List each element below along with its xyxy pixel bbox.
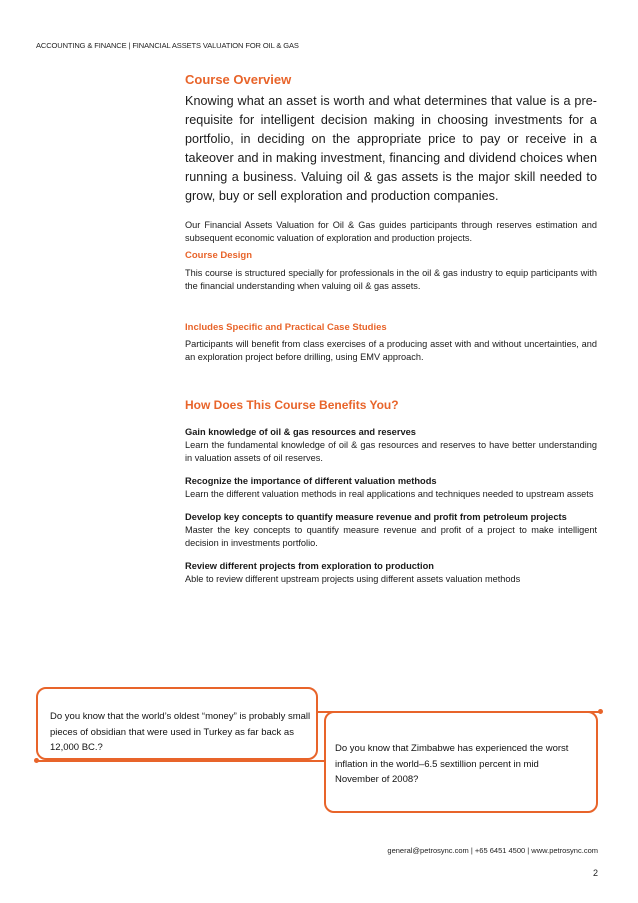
course-design-section (185, 250, 597, 293)
course-overview-section (185, 72, 597, 245)
benefit-body: Master the key concepts to quantify measure revenue and profit of a project to make intelligent decision in investments portfolio. (185, 525, 597, 548)
benefit-body: Learn the different valuation methods in real applications and techniques needed to upstream assets (185, 489, 594, 499)
running-header: ACCOUNTING & FINANCE | FINANCIAL ASSETS VALUATION FOR OIL & GAS (36, 41, 299, 50)
benefit-title: Develop key concepts to quantify measure revenue and profit from petroleum projects (185, 512, 567, 522)
connector-dot (34, 758, 39, 763)
overview-lead: Knowing what an asset is worth and what determines that value is a pre-requisite for intelligent decision making in choosing investments for a portfolio, in deciding on the appropriate price to pay or receive in a takeover and in making investment, financing and dividend choices when running a business. Valuing oil & gas assets is the major skill needed to grow, buy or sell exploration and production companies. (185, 94, 597, 203)
benefits-section (185, 398, 597, 586)
benefit-item (185, 560, 597, 586)
case-studies-heading: Includes Specific and Practical Case Studies (185, 322, 387, 333)
course-overview-heading: Course Overview (185, 72, 292, 87)
connector-dot (598, 709, 603, 714)
fact-left-text: Do you know that the world’s oldest “money” is probably small pieces of obsidian that were used in Turkey as far back as 12,000 BC.? (50, 711, 311, 753)
benefit-body: Learn the fundamental knowledge of oil & gas resources and reserves to have better understanding in valuation assets of oil reserves. (185, 440, 597, 463)
fact-right-text: Do you know that Zimbabwe has experienced the worst inflation in the world–6.5 sextillion percent in mid November of 2008? (335, 743, 569, 785)
benefit-title: Gain knowledge of oil & gas resources and reserves (185, 427, 416, 437)
connector-line (36, 760, 326, 762)
case-studies-section (185, 322, 597, 364)
benefit-item (185, 511, 597, 550)
benefits-heading: How Does This Course Benefits You? (185, 398, 399, 412)
course-design-body: This course is structured specially for professionals in the oil & gas industry to equip participants with the financial understanding when valuing oil & gas assets. (185, 268, 597, 291)
footer-contact: general@petrosync.com | +65 6451 4500 | www.petrosync.com (387, 846, 598, 855)
benefit-item (185, 426, 597, 465)
case-studies-body: Participants will benefit from class exercises of a producing asset with and without uncertainties, and an exploration project before drilling, using EMV approach. (185, 339, 597, 362)
benefit-item (185, 475, 597, 501)
fact-box-right (324, 711, 598, 813)
course-design-heading: Course Design (185, 250, 253, 261)
benefit-body: Able to review different upstream projects using different assets valuation methods (185, 574, 521, 584)
benefit-title: Review different projects from exploration to production (185, 561, 434, 571)
fact-box-left (36, 687, 318, 760)
benefit-title: Recognize the importance of different valuation methods (185, 476, 437, 486)
page-number: 2 (592, 868, 598, 878)
overview-body: Our Financial Assets Valuation for Oil & Gas guides participants through reserves estimation and subsequent economic valuation of exploration and production projects. (185, 220, 597, 243)
